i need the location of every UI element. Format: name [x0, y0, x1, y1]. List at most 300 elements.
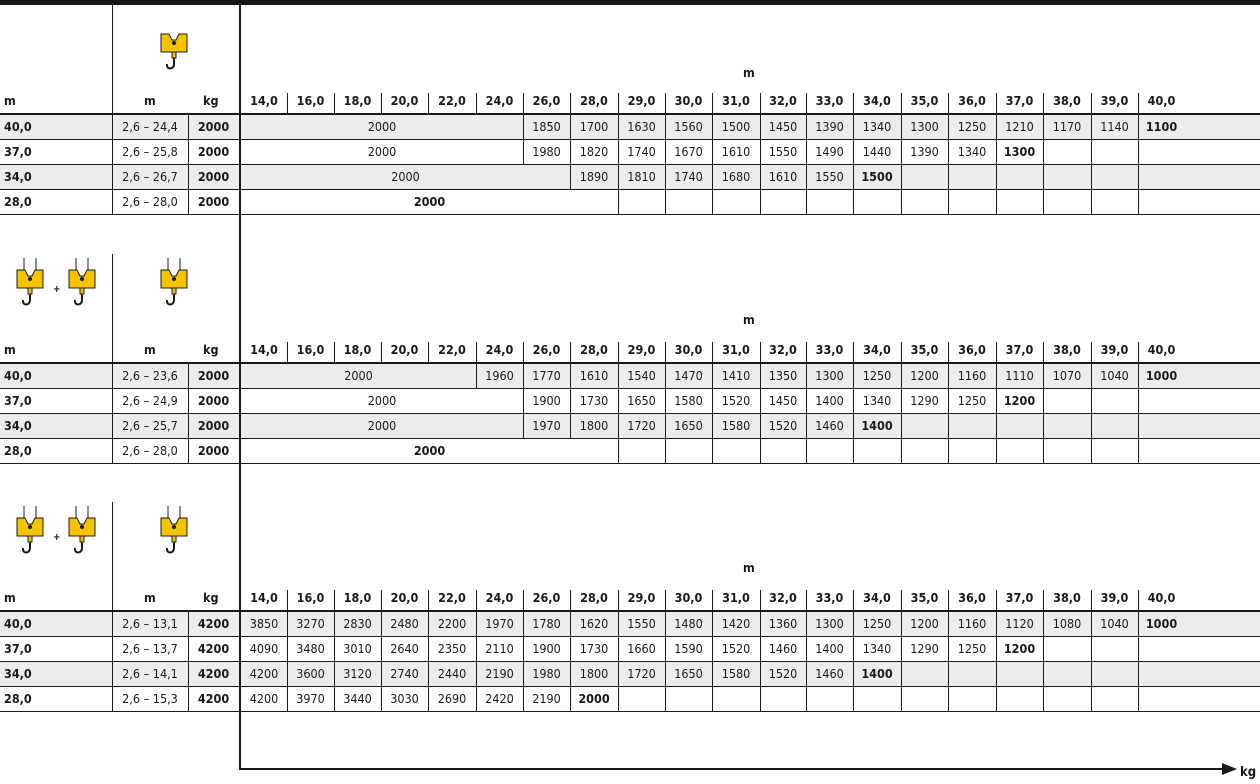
cell-divider — [712, 165, 713, 189]
column-header-radius: 18,0 — [343, 342, 372, 357]
column-header-radius: 40,0 — [1147, 93, 1176, 108]
header-divider — [523, 93, 524, 113]
header-divider — [476, 590, 477, 610]
plus-sign: + — [53, 532, 61, 543]
header-divider — [901, 342, 902, 362]
cell-divider — [334, 687, 335, 711]
load-value-cell: 1630 — [627, 119, 656, 134]
column-header-radius: 14,0 — [250, 590, 278, 605]
cell-divider — [188, 140, 189, 164]
header-divider — [806, 590, 807, 610]
load-value-cell: 1650 — [674, 666, 703, 681]
cell-divider — [996, 414, 997, 438]
column-header-radius: 30,0 — [674, 342, 703, 357]
cell-divider — [901, 389, 902, 413]
header-divider — [806, 342, 807, 362]
load-value-cell: 1520 — [721, 393, 751, 408]
max-load-cell: 2000 — [197, 119, 230, 134]
load-value-cell: 1290 — [910, 641, 939, 656]
load-value-cell: 1610 — [768, 169, 798, 184]
load-value-cell: 1700 — [579, 119, 609, 134]
cell-divider — [853, 662, 854, 686]
column-header-max-load: kg — [203, 93, 219, 108]
load-value-cell: 1160 — [957, 368, 987, 383]
cell-divider — [901, 190, 902, 214]
load-value-cell: 1580 — [721, 666, 751, 681]
cell-divider — [760, 364, 761, 388]
axis-vertical-line — [239, 5, 241, 769]
cell-divider — [1043, 140, 1044, 164]
header-divider — [1043, 590, 1044, 610]
load-value-cell: 2480 — [390, 616, 419, 631]
load-value-cell: 2690 — [437, 691, 467, 706]
column-header-boom-length: m — [4, 342, 16, 357]
cell-divider — [618, 687, 619, 711]
load-value-cell: 2200 — [437, 616, 467, 631]
double-hook-block-icon — [66, 258, 98, 317]
header-divider — [476, 93, 477, 113]
column-header-radius: 36,0 — [958, 93, 986, 108]
radius-range-cell: 2,6 – 25,7 — [122, 418, 178, 433]
table-row — [0, 414, 1260, 438]
cell-divider — [806, 687, 807, 711]
load-value-cell: 1500 — [861, 169, 893, 184]
cell-divider — [712, 140, 713, 164]
column-header-max-load: kg — [203, 590, 219, 605]
load-value-cell: 1540 — [627, 368, 656, 383]
load-value-cell: 1100 — [1145, 119, 1178, 134]
radius-range-cell: 2,6 – 24,4 — [122, 119, 178, 134]
load-value-cell: 1200 — [1003, 393, 1036, 408]
radius-unit-label: m — [743, 560, 755, 575]
header-divider — [665, 590, 666, 610]
load-value-cell: 1470 — [674, 368, 703, 383]
header-divider — [1138, 93, 1139, 113]
load-value-cell: 1460 — [815, 666, 844, 681]
load-value-cell: 1400 — [815, 641, 844, 656]
cell-divider — [806, 190, 807, 214]
max-load-cell: 2000 — [197, 443, 230, 458]
load-section-single-hook — [0, 5, 1260, 254]
cell-divider — [523, 687, 524, 711]
load-value-cell: 1670 — [674, 144, 703, 159]
cell-divider — [1138, 637, 1139, 661]
cell-divider — [996, 190, 997, 214]
header-divider — [853, 590, 854, 610]
cell-divider — [853, 190, 854, 214]
cell-divider — [1091, 439, 1092, 463]
load-value-cell: 1580 — [674, 393, 703, 408]
load-value-cell: 1550 — [815, 169, 844, 184]
cell-divider — [188, 687, 189, 711]
merged-load-cell: 2000 — [413, 443, 446, 458]
load-value-cell: 1720 — [627, 418, 656, 433]
merged-load-cell: 2000 — [413, 194, 446, 209]
cell-divider — [618, 439, 619, 463]
header-divider — [428, 93, 429, 113]
load-value-cell: 1980 — [532, 666, 561, 681]
column-header-radius: 39,0 — [1100, 342, 1129, 357]
load-value-cell: 1800 — [579, 666, 609, 681]
cell-divider — [1138, 389, 1139, 413]
load-value-cell: 1290 — [910, 393, 939, 408]
cell-divider — [712, 612, 713, 636]
load-value-cell: 1850 — [532, 119, 561, 134]
boom-length-cell: 40,0 — [4, 368, 32, 383]
cell-divider — [665, 637, 666, 661]
cell-divider — [1043, 662, 1044, 686]
column-header-radius: 16,0 — [296, 590, 325, 605]
cell-divider — [760, 190, 761, 214]
load-value-cell: 1000 — [1145, 368, 1178, 383]
cell-divider — [665, 165, 666, 189]
column-header-boom-length: m — [4, 93, 16, 108]
cell-divider — [188, 165, 189, 189]
cell-divider — [948, 165, 949, 189]
column-header-radius: 18,0 — [343, 93, 372, 108]
cell-divider — [901, 364, 902, 388]
header-divider — [618, 93, 619, 113]
load-value-cell: 1300 — [815, 368, 844, 383]
column-header-radius: 16,0 — [296, 342, 325, 357]
table-row — [0, 364, 1260, 388]
boom-length-cell: 40,0 — [4, 119, 32, 134]
cell-divider — [996, 165, 997, 189]
row-divider — [0, 463, 1260, 464]
max-load-cell: 4200 — [197, 666, 230, 681]
cell-divider — [334, 662, 335, 686]
boom-length-cell: 37,0 — [4, 393, 32, 408]
header-divider — [523, 342, 524, 362]
load-value-cell: 1610 — [579, 368, 609, 383]
cell-divider — [287, 662, 288, 686]
header-divider — [476, 342, 477, 362]
load-value-cell: 1890 — [579, 169, 609, 184]
cell-divider — [948, 439, 949, 463]
row-divider — [0, 214, 1260, 215]
cell-divider — [523, 662, 524, 686]
cell-divider — [188, 389, 189, 413]
cell-divider — [476, 687, 477, 711]
cell-divider — [901, 115, 902, 139]
header-divider — [618, 590, 619, 610]
header-divider — [523, 590, 524, 610]
max-load-cell: 2000 — [197, 418, 230, 433]
radius-unit-label: m — [743, 312, 755, 327]
header-divider — [570, 590, 571, 610]
max-load-cell: 2000 — [197, 144, 230, 159]
cell-divider — [996, 439, 997, 463]
column-header-radius: 36,0 — [958, 590, 986, 605]
column-header-radius-range: m — [144, 93, 156, 108]
cell-divider — [112, 414, 113, 438]
cell-divider — [618, 389, 619, 413]
max-load-cell: 4200 — [197, 691, 230, 706]
column-header-radius: 30,0 — [674, 590, 703, 605]
column-header-radius: 29,0 — [627, 93, 656, 108]
cell-divider — [665, 389, 666, 413]
load-value-cell: 1650 — [627, 393, 656, 408]
axis-arrow-icon — [1222, 763, 1237, 775]
column-header-radius: 39,0 — [1100, 590, 1129, 605]
header-divider — [1138, 590, 1139, 610]
load-value-cell: 1620 — [579, 616, 609, 631]
load-value-cell: 1040 — [1100, 368, 1129, 383]
cell-divider — [760, 414, 761, 438]
load-value-cell: 2000 — [578, 691, 610, 706]
load-value-cell: 1900 — [532, 641, 561, 656]
cell-divider — [665, 364, 666, 388]
header-divider — [948, 590, 949, 610]
table-row — [0, 190, 1260, 214]
max-load-cell: 2000 — [197, 393, 230, 408]
load-value-cell: 1210 — [1005, 119, 1034, 134]
cell-divider — [112, 637, 113, 661]
column-header-radius: 40,0 — [1147, 590, 1176, 605]
load-value-cell: 1740 — [627, 144, 656, 159]
cell-divider — [112, 190, 113, 214]
max-load-cell: 2000 — [197, 169, 230, 184]
load-value-cell: 3600 — [296, 666, 325, 681]
cell-divider — [112, 389, 113, 413]
cell-divider — [806, 414, 807, 438]
cell-divider — [112, 662, 113, 686]
column-header-radius: 32,0 — [769, 93, 797, 108]
cell-divider — [901, 439, 902, 463]
cell-divider — [1091, 165, 1092, 189]
table-row — [0, 637, 1260, 661]
cell-divider — [287, 687, 288, 711]
cell-divider — [665, 662, 666, 686]
load-value-cell: 1720 — [627, 666, 656, 681]
column-header-radius: 34,0 — [863, 93, 891, 108]
column-header-radius: 28,0 — [580, 93, 608, 108]
load-value-cell: 1590 — [674, 641, 703, 656]
cell-divider — [112, 140, 113, 164]
load-value-cell: 2740 — [390, 666, 419, 681]
cell-divider — [618, 115, 619, 139]
merged-load-cell: 2000 — [344, 368, 373, 383]
column-header-radius: 18,0 — [343, 590, 372, 605]
load-value-cell: 1800 — [579, 418, 609, 433]
column-header-radius: 37,0 — [1005, 342, 1034, 357]
cell-divider — [806, 115, 807, 139]
header-divider — [428, 342, 429, 362]
header-divider — [948, 342, 949, 362]
header-divider — [381, 590, 382, 610]
cell-divider — [760, 389, 761, 413]
column-header-radius: 37,0 — [1005, 93, 1034, 108]
header-divider — [287, 342, 288, 362]
table-row — [0, 662, 1260, 686]
column-header-radius: 29,0 — [627, 342, 656, 357]
cell-divider — [760, 115, 761, 139]
load-value-cell: 1400 — [815, 393, 844, 408]
load-value-cell: 1080 — [1052, 616, 1082, 631]
cell-divider — [760, 637, 761, 661]
cell-divider — [1043, 364, 1044, 388]
cell-divider — [948, 115, 949, 139]
column-header-radius-range: m — [144, 342, 156, 357]
column-header-radius: 36,0 — [958, 342, 986, 357]
header-divider — [1091, 342, 1092, 362]
radius-range-cell: 2,6 – 26,7 — [122, 169, 178, 184]
load-value-cell: 1200 — [910, 616, 939, 631]
cell-divider — [901, 662, 902, 686]
boom-length-cell: 37,0 — [4, 641, 32, 656]
cell-divider — [806, 165, 807, 189]
load-value-cell: 1300 — [910, 119, 939, 134]
cell-divider — [901, 687, 902, 711]
cell-divider — [665, 190, 666, 214]
header-divider — [1091, 93, 1092, 113]
load-value-cell: 1070 — [1052, 368, 1082, 383]
header-divider — [665, 342, 666, 362]
load-value-cell: 1300 — [815, 616, 844, 631]
load-value-cell: 3120 — [343, 666, 372, 681]
header-divider — [665, 93, 666, 113]
header-divider — [1091, 590, 1092, 610]
cell-divider — [570, 140, 571, 164]
radius-range-cell: 2,6 – 25,8 — [122, 144, 178, 159]
load-value-cell: 1970 — [485, 616, 514, 631]
column-header-radius: 14,0 — [250, 342, 278, 357]
load-value-cell: 1680 — [721, 169, 751, 184]
cell-divider — [853, 439, 854, 463]
cell-divider — [712, 364, 713, 388]
cell-divider — [1138, 612, 1139, 636]
load-value-cell: 2640 — [390, 641, 419, 656]
column-header-radius: 24,0 — [485, 590, 514, 605]
cell-divider — [712, 115, 713, 139]
cell-divider — [334, 637, 335, 661]
boom-length-cell: 28,0 — [4, 443, 32, 458]
cell-divider — [112, 364, 113, 388]
boom-length-cell: 28,0 — [4, 691, 32, 706]
table-row — [0, 439, 1260, 463]
cell-divider — [1043, 439, 1044, 463]
load-section-double-hook-separate — [0, 502, 1260, 750]
cell-divider — [618, 612, 619, 636]
max-load-cell: 2000 — [197, 368, 230, 383]
cell-divider — [901, 637, 902, 661]
cell-divider — [1091, 414, 1092, 438]
cell-divider — [1138, 364, 1139, 388]
cell-divider — [381, 662, 382, 686]
cell-divider — [760, 612, 761, 636]
load-value-cell: 1400 — [861, 666, 893, 681]
cell-divider — [996, 637, 997, 661]
load-value-cell: 1140 — [1100, 119, 1129, 134]
header-divider — [334, 342, 335, 362]
load-value-cell: 4200 — [249, 666, 279, 681]
load-value-cell: 1340 — [862, 119, 892, 134]
cell-divider — [188, 637, 189, 661]
cell-divider — [806, 364, 807, 388]
column-header-max-load: kg — [203, 342, 219, 357]
load-value-cell: 1160 — [957, 616, 987, 631]
header-divider — [381, 93, 382, 113]
load-value-cell: 1780 — [532, 616, 561, 631]
cell-divider — [1138, 662, 1139, 686]
cell-divider — [112, 612, 113, 636]
cell-divider — [901, 140, 902, 164]
load-value-cell: 4090 — [249, 641, 279, 656]
header-divider — [618, 342, 619, 362]
cell-divider — [1043, 414, 1044, 438]
cell-divider — [853, 165, 854, 189]
column-header-radius: 31,0 — [722, 93, 750, 108]
cell-divider — [188, 662, 189, 686]
cell-divider — [287, 612, 288, 636]
cell-divider — [901, 612, 902, 636]
radius-unit-label: m — [743, 65, 755, 80]
load-value-cell: 1770 — [532, 368, 561, 383]
column-header-radius: 24,0 — [485, 342, 514, 357]
cell-divider — [853, 389, 854, 413]
load-value-cell: 1520 — [768, 666, 798, 681]
cell-divider — [948, 662, 949, 686]
column-header-radius-range: m — [144, 590, 156, 605]
cell-divider — [570, 662, 571, 686]
column-header-radius: 26,0 — [532, 93, 561, 108]
load-value-cell: 1580 — [721, 418, 751, 433]
load-value-cell: 1420 — [721, 616, 751, 631]
merged-load-cell: 2000 — [367, 144, 397, 159]
load-value-cell: 1340 — [862, 393, 892, 408]
load-value-cell: 1460 — [815, 418, 844, 433]
radius-range-cell: 2,6 – 14,1 — [122, 666, 178, 681]
load-value-cell: 1250 — [957, 393, 987, 408]
cell-divider — [901, 414, 902, 438]
cell-divider — [665, 414, 666, 438]
load-value-cell: 1450 — [768, 119, 798, 134]
cell-divider — [665, 439, 666, 463]
column-header-radius: 26,0 — [532, 590, 561, 605]
cell-divider — [618, 637, 619, 661]
cell-divider — [760, 662, 761, 686]
load-value-cell: 2110 — [485, 641, 514, 656]
cell-divider — [1138, 140, 1139, 164]
load-value-cell: 1250 — [862, 368, 892, 383]
column-header-radius: 33,0 — [815, 342, 844, 357]
column-header-radius: 20,0 — [390, 342, 419, 357]
max-load-cell: 2000 — [197, 194, 230, 209]
load-value-cell: 2440 — [437, 666, 467, 681]
cell-divider — [996, 612, 997, 636]
column-header-radius: 35,0 — [910, 590, 939, 605]
cell-divider — [381, 687, 382, 711]
max-load-cell: 4200 — [197, 641, 230, 656]
cell-divider — [1138, 439, 1139, 463]
column-header-radius: 35,0 — [910, 93, 939, 108]
column-header-radius: 16,0 — [296, 93, 325, 108]
merged-load-cell: 2000 — [391, 169, 420, 184]
table-row — [0, 115, 1260, 139]
cell-divider — [760, 140, 761, 164]
header-divider — [901, 590, 902, 610]
load-value-cell: 1610 — [721, 144, 751, 159]
boom-length-cell: 34,0 — [4, 666, 32, 681]
cell-divider — [1043, 612, 1044, 636]
cell-divider — [476, 662, 477, 686]
cell-divider — [948, 637, 949, 661]
radius-range-cell: 2,6 – 15,3 — [122, 691, 178, 706]
cell-divider — [996, 115, 997, 139]
load-value-cell: 1350 — [768, 368, 798, 383]
cell-divider — [712, 662, 713, 686]
column-header-radius: 34,0 — [863, 590, 891, 605]
